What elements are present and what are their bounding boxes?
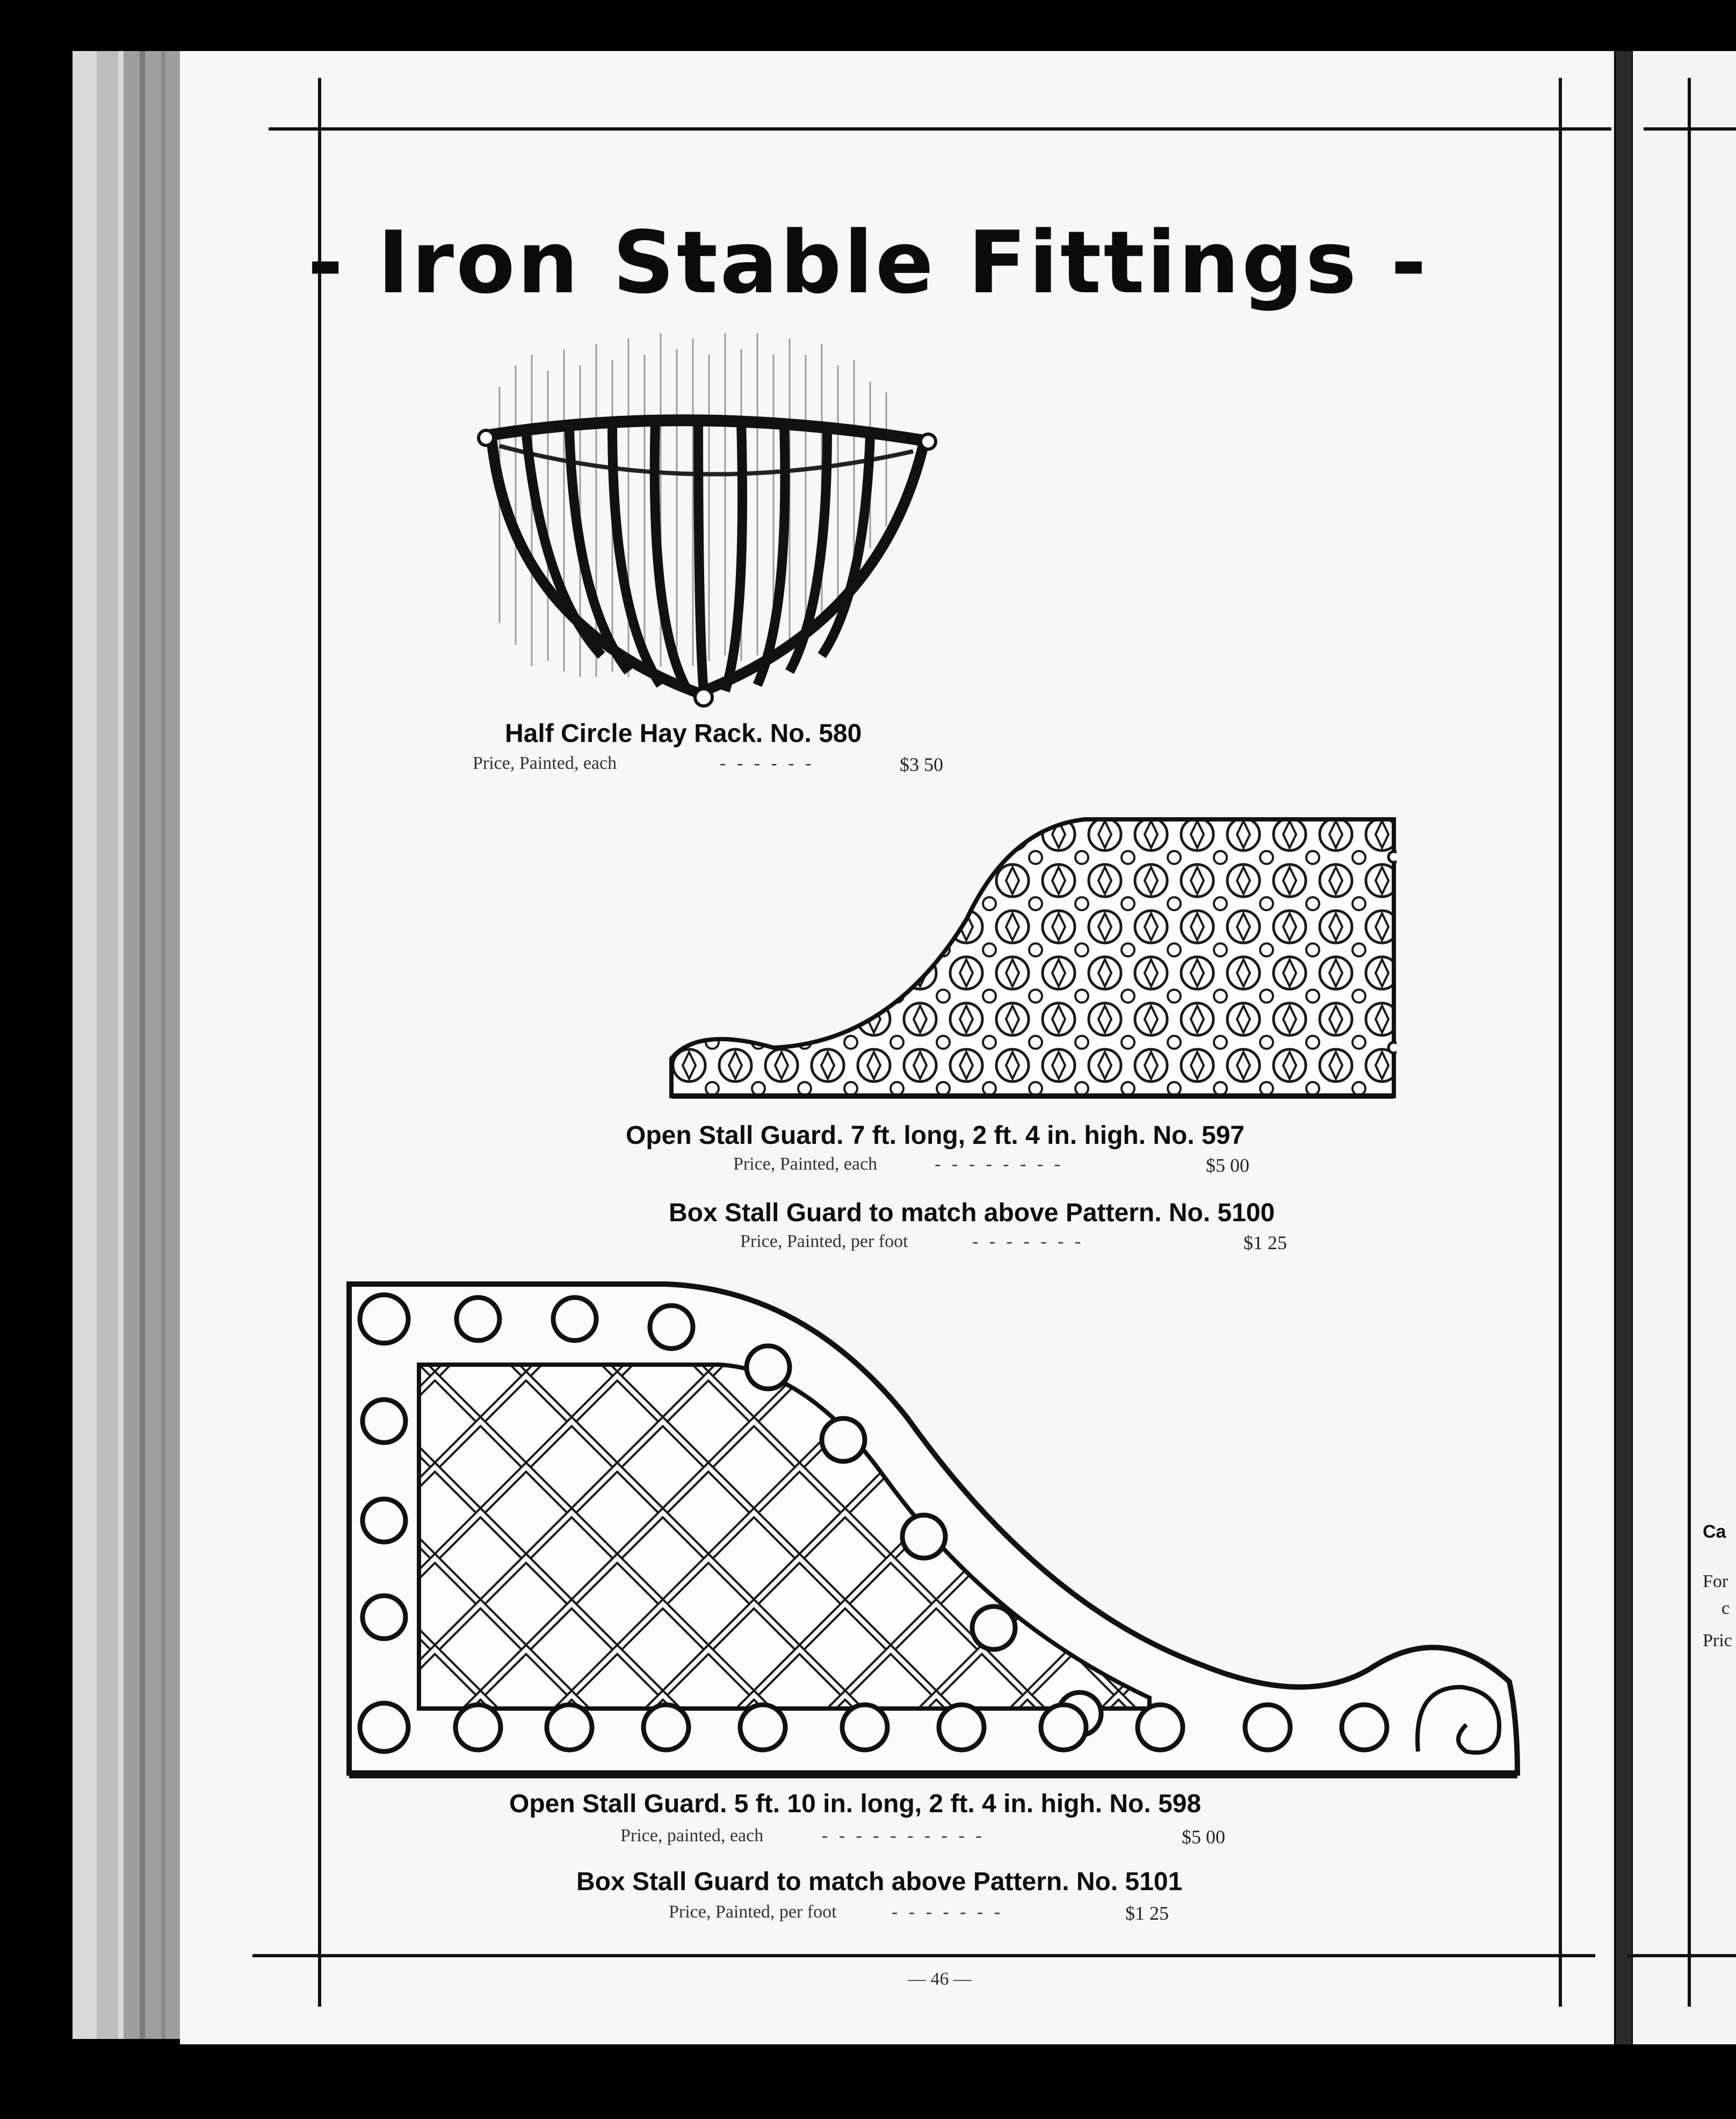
item-price-label-597: Price, Painted, each xyxy=(733,1154,878,1174)
stall-guard-598-illustration xyxy=(344,1279,1520,1778)
item-price-label-5101: Price, Painted, per foot xyxy=(669,1902,837,1922)
item-caption-597: Open Stall Guard. 7 ft. long, 2 ft. 4 in. high. No. 597 xyxy=(626,1121,1245,1150)
item-leader-dots-597: - - - - - - - - xyxy=(935,1154,1064,1174)
page-number: — 46 — xyxy=(908,1969,972,1989)
item-price-597: $5 00 xyxy=(1206,1155,1249,1176)
stall-guard-597-illustration xyxy=(666,811,1397,1101)
next-page-line-fragment: For xyxy=(1703,1572,1728,1591)
item-price-580: $3 50 xyxy=(900,754,943,775)
next-page-line-fragment: Pric xyxy=(1703,1631,1732,1650)
next-page-heading-fragment: Ca xyxy=(1703,1522,1726,1542)
item-price-5101: $1 25 xyxy=(1125,1902,1169,1924)
item-price-label-580: Price, Painted, each xyxy=(473,753,617,773)
item-leader-dots-5100: - - - - - - - xyxy=(972,1231,1084,1251)
page-title: - Iron Stable Fittings - xyxy=(307,212,1429,313)
item-price-598: $5 00 xyxy=(1182,1826,1225,1848)
item-caption-598: Open Stall Guard. 5 ft. 10 in. long, 2 ft. 4 in. high. No. 598 xyxy=(509,1790,1202,1818)
item-leader-dots-580: - - - - - - xyxy=(720,753,815,773)
item-leader-dots-598: - - - - - - - - - - xyxy=(822,1826,985,1846)
item-caption-5101: Box Stall Guard to match above Pattern. No. 5101 xyxy=(576,1868,1183,1896)
item-price-label-5100: Price, Painted, per foot xyxy=(740,1231,908,1251)
hay-rack-illustration xyxy=(467,322,951,709)
item-price-5100: $1 25 xyxy=(1243,1232,1287,1253)
next-page-line-fragment: c xyxy=(1721,1598,1730,1618)
item-leader-dots-5101: - - - - - - - xyxy=(892,1902,1004,1922)
item-caption-5100: Box Stall Guard to match above Pattern. No. 5100 xyxy=(669,1199,1275,1227)
item-price-label-598: Price, painted, each xyxy=(620,1826,764,1846)
item-caption-580: Half Circle Hay Rack. No. 580 xyxy=(505,719,862,748)
